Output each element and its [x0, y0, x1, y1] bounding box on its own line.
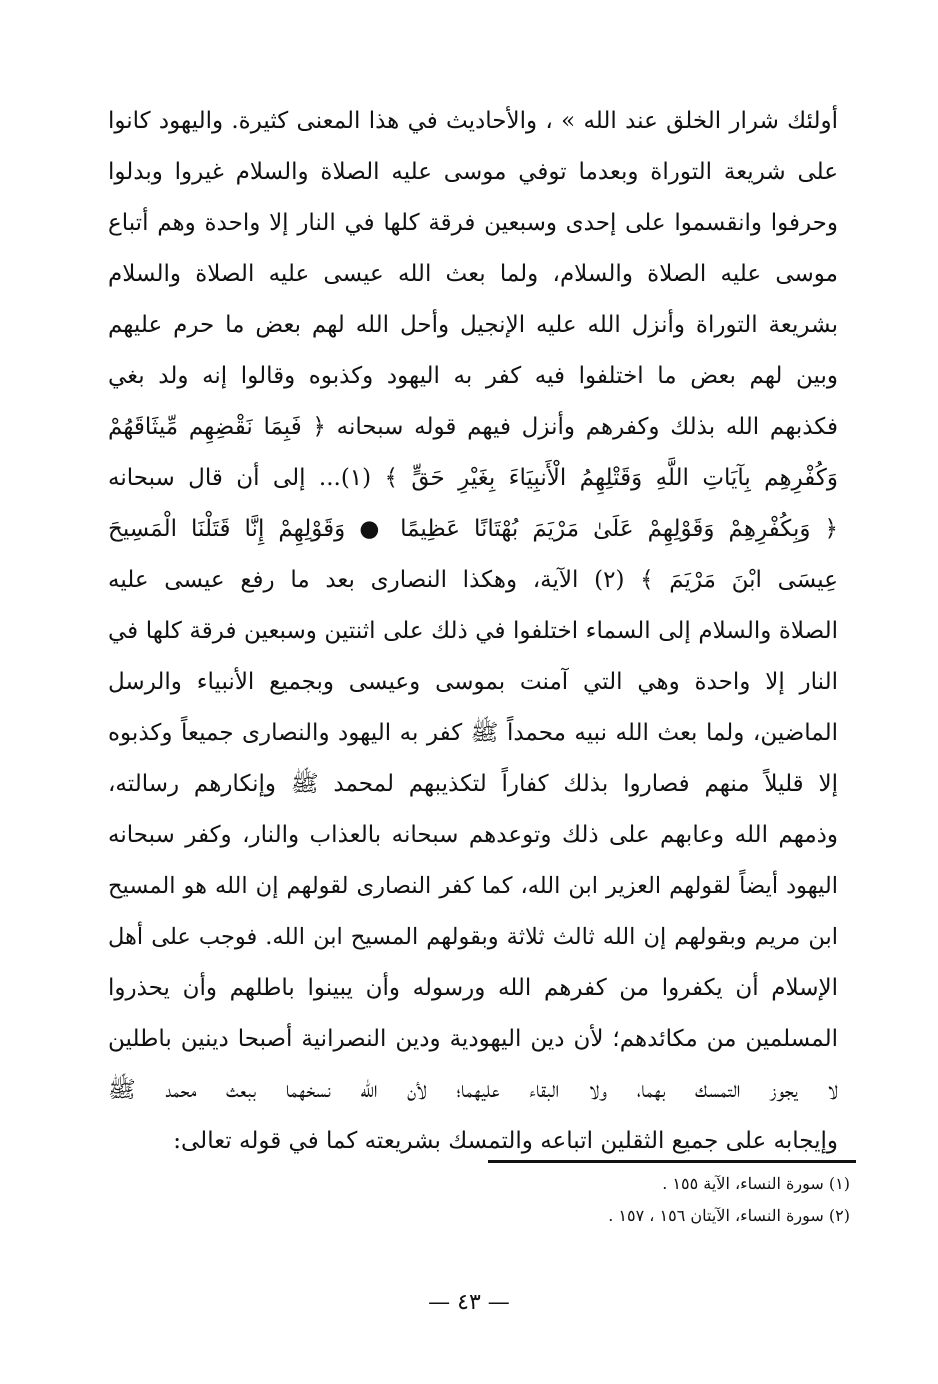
body-text — [108, 96, 838, 1167]
text-line: ﴿ وَبِكُفْرِهِمْ وَقَوْلِهِمْ عَلَىٰ مَرْيَمَ بُهْتَانًا عَظِيمًا ● وَقَوْلِهِمْ إِنَّا قَتَلْنَا الْمَسِيحَ — [108, 516, 838, 542]
text-line: وَكُفْرِهِم بِآيَاتِ اللَّهِ وَقَتْلِهِمُ الْأَنبِيَاءَ بِغَيْرِ حَقٍّ ﴾ (١)... إلى أن قال سبحانه — [108, 465, 838, 491]
text-line: النار إلا واحدة وهي التي آمنت بموسى وعيسى وبجميع الأنبياء والرسل — [108, 669, 838, 695]
footnotes — [430, 1168, 850, 1232]
text-line: الماضين، ولما بعث الله نبيه محمداً ﷺ كفر به اليهود والنصارى جميعاً وكذبوه — [108, 720, 838, 746]
text-line: موسى عليه الصلاة والسلام، ولما بعث الله عيسى عليه الصلاة والسلام — [108, 261, 838, 287]
footnote-divider — [488, 1160, 856, 1163]
text-line: وحرفوا وانقسموا على إحدى وسبعين فرقة كلها في النار إلا واحدة وهم أتباع — [108, 210, 838, 236]
footnote-1: (١) سورة النساء، الآية ١٥٥ . — [662, 1174, 850, 1193]
text-line: لا يجوز التمسك بهما، ولا البقاء عليهما؛ لأن الله نسخهما ببعث محمد ﷺ — [108, 1077, 838, 1103]
text-line: الإسلام أن يكفروا من كفرهم الله ورسوله وأن يبينوا باطلهم وأن يحذروا — [108, 975, 838, 1001]
text-line: وذمهم الله وعابهم على ذلك وتوعدهم سبحانه بالعذاب والنار، وكفر سبحانه — [108, 822, 838, 848]
text-line: الصلاة والسلام إلى السماء اختلفوا في ذلك على اثنتين وسبعين فرقة كلها في — [108, 618, 838, 644]
text-line: ابن مريم وبقولهم إن الله ثالث ثلاثة وبقولهم المسيح ابن الله. فوجب على أهل — [108, 924, 838, 950]
text-line: بشريعة التوراة وأنزل الله عليه الإنجيل وأحل الله لهم بعض ما حرم عليهم — [108, 312, 838, 338]
text-line: فكذبهم الله بذلك وكفرهم وأنزل فيهم قوله سبحانه ﴿ فَبِمَا نَقْضِهِم مِّيثَاقَهُمْ — [108, 414, 838, 440]
text-line: أولئك شرار الخلق عند الله » ، والأحاديث في هذا المعنى كثيرة. واليهود كانوا — [108, 108, 838, 134]
footnote-2: (٢) سورة النساء، الآيتان ١٥٦ ، ١٥٧ . — [608, 1206, 850, 1225]
text-line: المسلمين من مكائدهم؛ لأن دين اليهودية ودين النصرانية أصبحا دينين باطلين — [108, 1026, 838, 1052]
text-line: إلا قليلاً منهم فصاروا بذلك كفاراً لتكذيبهم لمحمد ﷺ وإنكارهم رسالته، — [108, 771, 838, 797]
text-line: وإيجابه على جميع الثقلين اتباعه والتمسك بشريعته كما في قوله تعالى: — [173, 1128, 838, 1154]
text-line: على شريعة التوراة وبعدما توفي موسى عليه الصلاة والسلام غيروا وبدلوا — [108, 159, 838, 185]
page-number: — ٤٣ — — [428, 1290, 510, 1315]
text-line: وبين لهم بعض ما اختلفوا فيه كفر به اليهود وكذبوه وقالوا إنه ولد بغي — [108, 363, 838, 389]
text-line: عِيسَى ابْنَ مَرْيَمَ ﴾ (٢) الآية، وهكذا النصارى بعد ما رفع عيسى عليه — [108, 567, 838, 593]
text-line: اليهود أيضاً لقولهم العزير ابن الله، كما كفر النصارى لقولهم إن الله هو المسيح — [108, 873, 838, 899]
